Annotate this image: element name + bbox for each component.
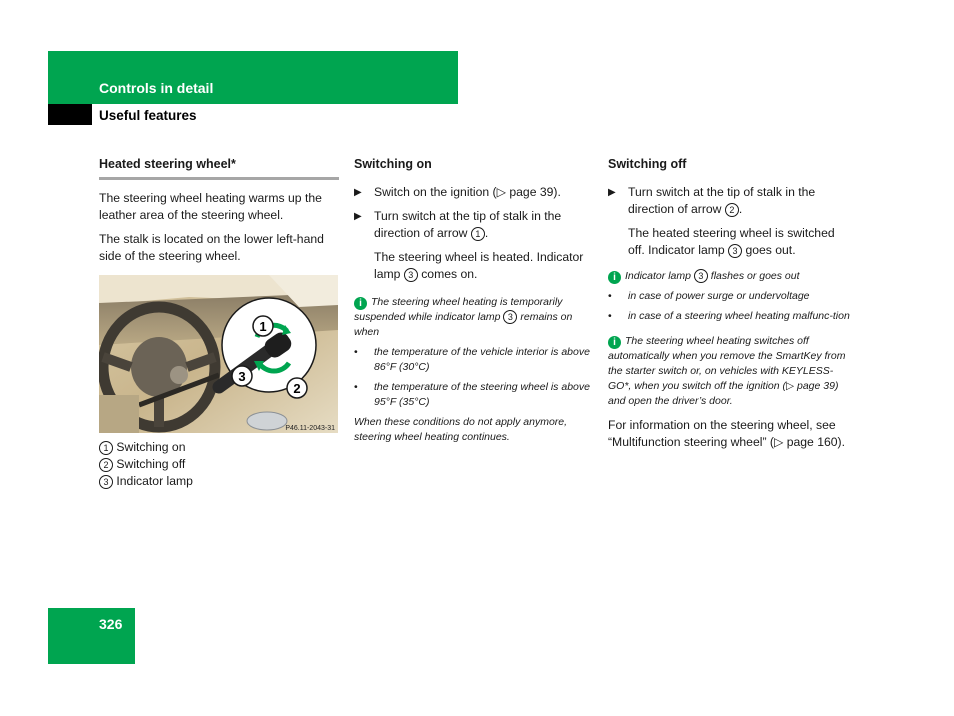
info-icon: i: [354, 297, 367, 310]
legend-item-1: [99, 439, 339, 456]
note-conclusion: When these conditions do not apply anymore, steering wheel heating continues.: [354, 416, 568, 443]
callout-number: 1: [99, 441, 113, 455]
legend-label: Switching on: [116, 440, 186, 454]
callout-number: 3: [99, 475, 113, 489]
result-text: The steering wheel is heated. Indicator lamp: [374, 250, 584, 281]
info-icon: i: [608, 336, 621, 349]
location-paragraph: The stalk is located on the lower left-hand side of the steering wheel.: [99, 232, 324, 263]
svg-text:3: 3: [238, 369, 246, 384]
bullet-text: in case of a steering wheel heating malfunc-tion: [628, 310, 850, 322]
result-text-end: comes on.: [421, 267, 478, 281]
legend-label: Switching off: [116, 457, 186, 471]
chapter-title: Controls in detail: [99, 80, 214, 96]
result-text: The heated steering wheel is switched off. Indicator lamp: [628, 226, 835, 257]
section-title: Useful features: [99, 108, 197, 123]
header-band: [48, 51, 458, 104]
note-text-end: remains on when: [354, 311, 573, 338]
legend-item-2: [99, 456, 339, 473]
bullet-text: the temperature of the vehicle interior is above 86°F (30°C): [374, 346, 590, 373]
cross-reference-paragraph: For information on the steering wheel, see “Multifunction steering wheel” (▷ page 160).: [608, 418, 845, 449]
note-bullet: • in case of power surge or undervoltage: [608, 290, 810, 302]
note-bullet: • in case of a steering wheel heating malfunc-tion: [608, 310, 850, 322]
step-turn-switch: ▶ Turn switch at the tip of stalk in the direction of arrow 1 .: [354, 209, 562, 240]
note-text-end: flashes or goes out: [710, 270, 800, 282]
step-turn-switch-off: ▶ Turn switch at the tip of stalk in the direction of arrow 2 .: [608, 185, 816, 216]
page-number: 326: [99, 616, 123, 632]
callout-number: 3: [728, 244, 742, 258]
callout-number: 3: [694, 269, 708, 283]
steering-stalk-photo: [99, 275, 338, 433]
note-text: Indicator lamp: [625, 270, 691, 282]
step-text: Turn switch at the tip of stalk in the direction of arrow: [628, 185, 816, 216]
triangle-right-icon: ▶: [354, 187, 362, 198]
step-text: Turn switch at the tip of stalk in the direction of arrow: [374, 209, 562, 240]
triangle-right-icon: ▶: [354, 211, 362, 222]
note-bullet: • the temperature of the steering wheel is above 95°F (35°C): [354, 381, 590, 408]
step-result: [608, 225, 850, 259]
note-text: The steering wheel heating switches off automatically when you remove the SmartKey from the starter switch or, on vehicles with KEYLESS-GO*, when you switch off the ignition (▷ page 39) and open the driver’s door.: [608, 335, 846, 407]
note-indicator-flashes: [608, 269, 850, 324]
bullet-text: in case of power surge or undervoltage: [628, 290, 810, 302]
triangle-right-icon: ▶: [608, 187, 616, 198]
svg-text:1: 1: [259, 319, 267, 334]
intro-paragraph: The steering wheel heating warms up the leather area of the steering wheel.: [99, 191, 322, 222]
info-icon: i: [608, 271, 621, 284]
heading-heated-steering-wheel: Heated steering wheel*: [99, 156, 339, 180]
callout-number: 2: [99, 458, 113, 472]
legend-label: Indicator lamp: [116, 474, 193, 488]
legend-item-3: [99, 473, 339, 490]
column-middle: [354, 156, 594, 450]
image-code: P46.11-2043-31: [285, 425, 335, 432]
note-auto-switch-off: [608, 334, 850, 409]
step-result: [354, 249, 594, 283]
note-bullet: • the temperature of the vehicle interior is above 86°F (30°C): [354, 346, 590, 373]
step-ignition: [354, 184, 594, 201]
callout-number: 3: [404, 268, 418, 282]
callout-number: 1: [471, 227, 485, 241]
section-marker: [48, 104, 92, 125]
column-right: [608, 156, 850, 458]
callout-number: 2: [725, 203, 739, 217]
step-text: Switch on the ignition (▷ page 39).: [374, 185, 561, 199]
note-text: The steering wheel heating is temporarily suspended while indicator lamp: [354, 296, 563, 323]
result-text-end: goes out.: [745, 243, 796, 257]
heading-switching-on: Switching on: [354, 157, 432, 171]
callout-number: 3: [503, 310, 517, 324]
svg-text:2: 2: [293, 381, 301, 396]
bullet-text: the temperature of the steering wheel is above 95°F (35°C): [374, 381, 590, 408]
column-left: [99, 156, 339, 490]
note-heating-suspended: [354, 295, 594, 445]
heading-switching-off: Switching off: [608, 157, 687, 171]
